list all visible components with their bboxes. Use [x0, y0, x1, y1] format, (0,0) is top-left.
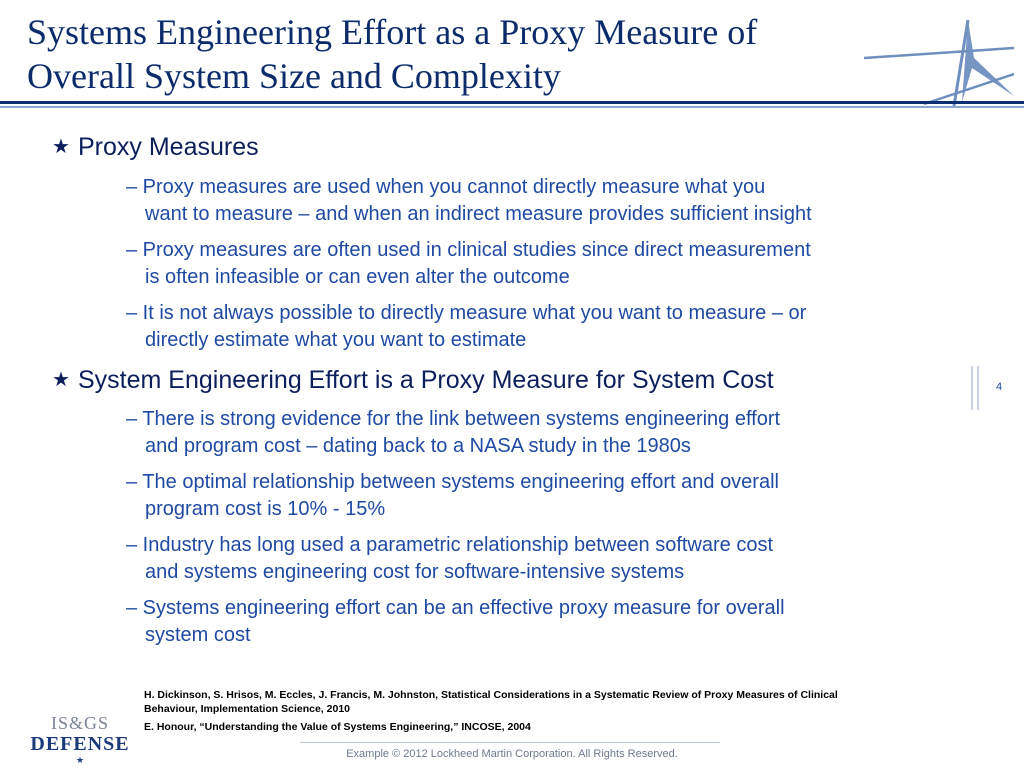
bullet-se-effort-proxy [52, 365, 774, 395]
reference-1: H. Dickinson, S. Hrisos, M. Eccles, J. Francis, M. Johnston, Statistical Considerations in a Systematic Review of Proxy Measures of Clinical Behaviour, Implementation Science, 2010 [144, 689, 838, 715]
sub-bullet: – Industry has long used a parametric relationship between software cost and systems engineering cost for software-intensive systems [126, 534, 774, 583]
lockheed-star-logo-icon [864, 18, 1014, 106]
sub-bullet: – It is not always possible to directly measure what you want to measure – or directly estimate what you want to estimate [126, 302, 807, 351]
sub-bullet: – The optimal relationship between systems engineering effort and overall program cost is 10% - 15% [126, 471, 779, 520]
footer-divider [300, 742, 720, 743]
copyright-footer: Example © 2012 Lockheed Martin Corporation. All Rights Reserved. [346, 748, 678, 760]
star-icon: ★ [52, 369, 70, 391]
bullet-label: Proxy Measures [78, 133, 259, 161]
title-rule [0, 101, 1024, 104]
slide-number-frame [969, 366, 1019, 410]
star-icon: ★ [52, 136, 70, 158]
slide-title [27, 10, 877, 98]
slide-title-line-1: Systems Engineering Effort as a Proxy Measure of [27, 12, 758, 52]
reference-2: E. Honour, “Understanding the Value of Systems Engineering,” INCOSE, 2004 [144, 721, 531, 733]
slide-number: 4 [996, 381, 1003, 393]
bullet-proxy-measures [52, 132, 259, 162]
slide-title-line-2: Overall System Size and Complexity [27, 56, 561, 96]
brand-top-text: IS&GS [50, 713, 109, 733]
sub-bullet: – Systems engineering effort can be an effective proxy measure for overall system cost [126, 597, 785, 646]
title-rule-light [0, 106, 1024, 108]
sub-bullet: – Proxy measures are often used in clinical studies since direct measurement is often infeasible or can even alter the outcome [126, 239, 811, 288]
brand-bottom-text: DEFENSE [30, 733, 130, 755]
bullet-label: System Engineering Effort is a Proxy Measure for System Cost [78, 366, 774, 394]
sub-bullet: – There is strong evidence for the link between systems engineering effort and program cost – dating back to a NASA study in the 1980s [126, 408, 781, 457]
references [144, 688, 924, 738]
brand-star-icon: ★ [75, 755, 85, 765]
sub-bullet: – Proxy measures are used when you cannot directly measure what you want to measure – and when an indirect measure provides sufficient insight [126, 176, 812, 225]
